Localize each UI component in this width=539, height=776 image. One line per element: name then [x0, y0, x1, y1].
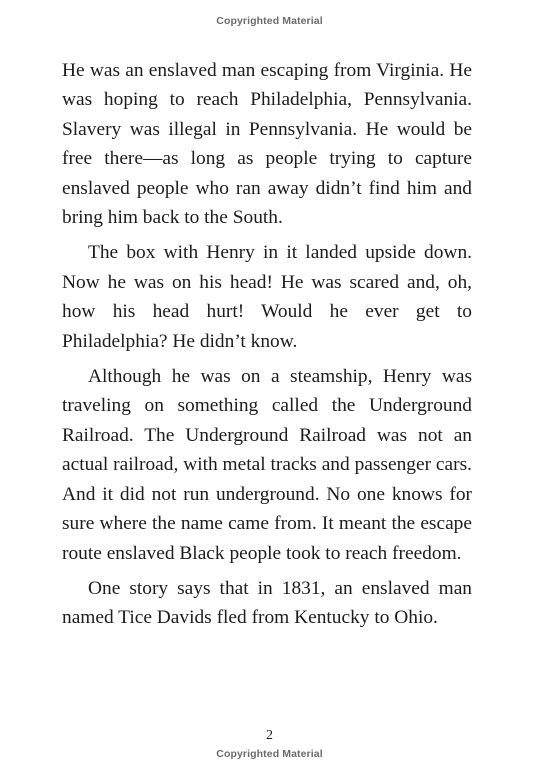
footer-copyright-notice: Copyrighted Material [216, 748, 323, 760]
paragraph-3: Although he was on a steamship, Henry was traveling on something called the Underground Railroad. The Underground Railroad was not an actual railroad, with metal tracks and passenger cars. And it did not run underground. No one knows for sure where the name came from. It meant the escape route enslaved Black people took to reach freedom. [62, 366, 472, 564]
header-copyright-notice: Copyrighted Material [216, 15, 323, 27]
paragraph-4: One story says that in 1831, an enslaved man named Tice Davids fled from Kentucky to Ohio. [62, 577, 472, 629]
paragraph-2: The box with Henry in it landed upside down. Now he was on his head! He was scared and, oh, how his head hurt! Would he ever get to Philadelphia? He didn’t know. [62, 242, 472, 352]
body-text [62, 56, 472, 639]
paragraph-1: He was an enslaved man escaping from Virginia. He was hoping to reach Philadelphia, Pennsylvania. Slavery was illegal in Pennsylvania. He would be free there—as long as people trying to capture enslaved people who ran away didn’t find him and bring him back to the South. [62, 60, 472, 229]
page-number: 2 [266, 728, 273, 743]
